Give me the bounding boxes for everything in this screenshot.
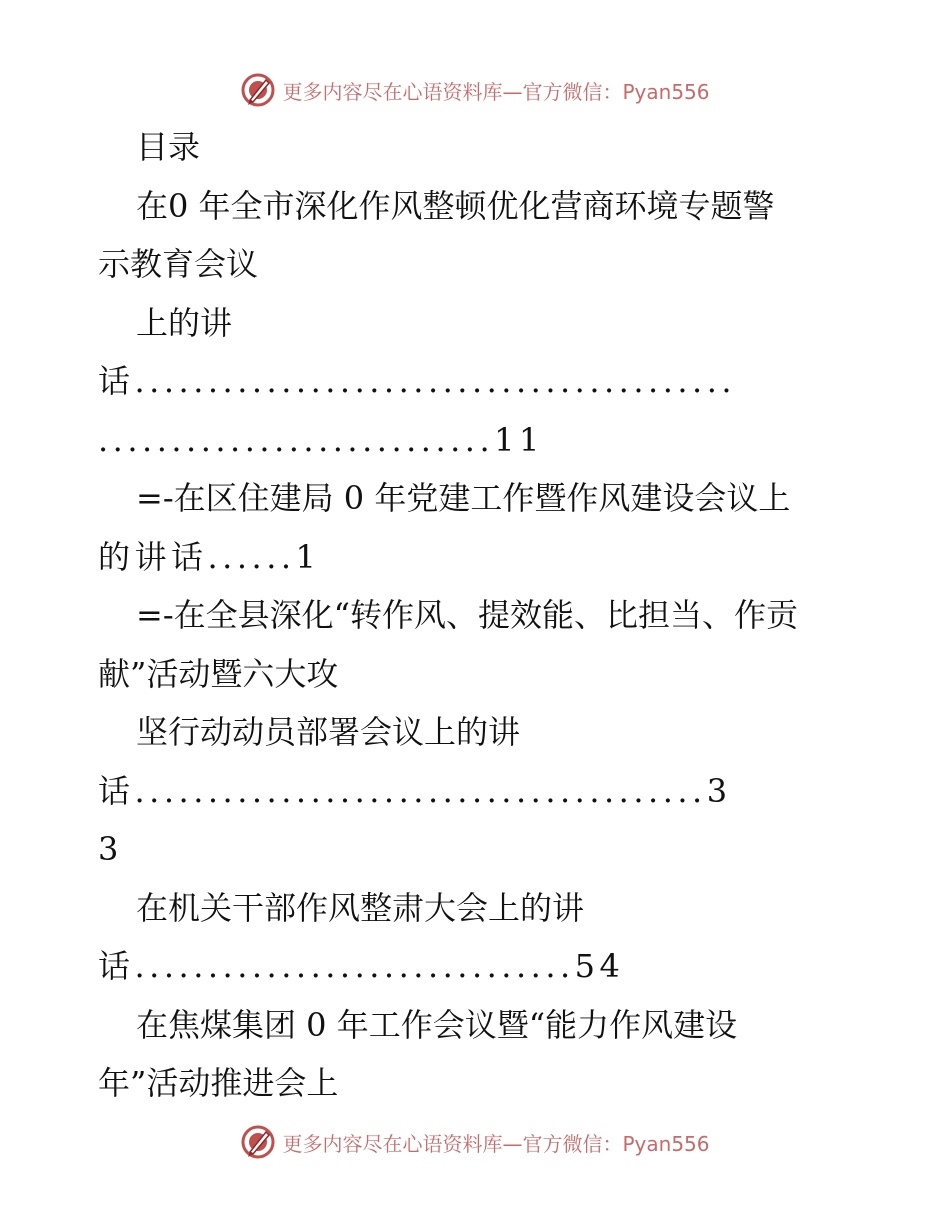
pen-logo-icon — [240, 72, 276, 108]
toc-line: ...........................11 — [98, 420, 544, 459]
toc-line: 上的讲 — [136, 303, 233, 342]
toc-line: 话.......................................3 — [98, 771, 732, 810]
toc-line: 年”活动推进会上 — [98, 1064, 339, 1102]
toc-line: 在焦煤集团 0 年工作会议暨“能力作风建设 — [136, 1005, 738, 1044]
toc-line: 3 — [98, 830, 119, 868]
toc-heading: 目录 — [136, 128, 201, 166]
toc-line: 在0 年全市深化作风整顿优化营商环境专题警 — [136, 186, 775, 225]
wechat-id: Pyan556 — [622, 79, 710, 104]
toc-line: 献”活动暨六大攻 — [98, 654, 339, 693]
watermark-footer — [0, 1122, 950, 1162]
toc-line: =-在全县深化“转作风、提效能、比担当、作贡 — [136, 596, 798, 634]
table-of-contents — [98, 118, 858, 1113]
toc-line: =-在区住建局 0 年党建工作暨作风建设会议上 — [136, 479, 791, 517]
toc-line: 的讲话......1 — [98, 537, 321, 576]
toc-line: 在机关干部作风整肃大会上的讲 — [136, 888, 585, 927]
watermark-header — [0, 70, 950, 110]
toc-line: 示教育会议 — [98, 245, 259, 283]
watermark-text: 更多内容尽在心语资料库—官方微信：Pyan556 — [282, 1131, 710, 1156]
toc-line: 话..............................54 — [98, 947, 625, 985]
toc-line: 坚行动动员部署会议上的讲 — [136, 713, 521, 751]
watermark-text: 更多内容尽在心语资料库—官方微信：Pyan556 — [282, 79, 710, 104]
pen-logo-icon — [240, 1124, 276, 1160]
toc-line: 话......................................... — [98, 362, 737, 400]
wechat-id: Pyan556 — [622, 1131, 710, 1156]
